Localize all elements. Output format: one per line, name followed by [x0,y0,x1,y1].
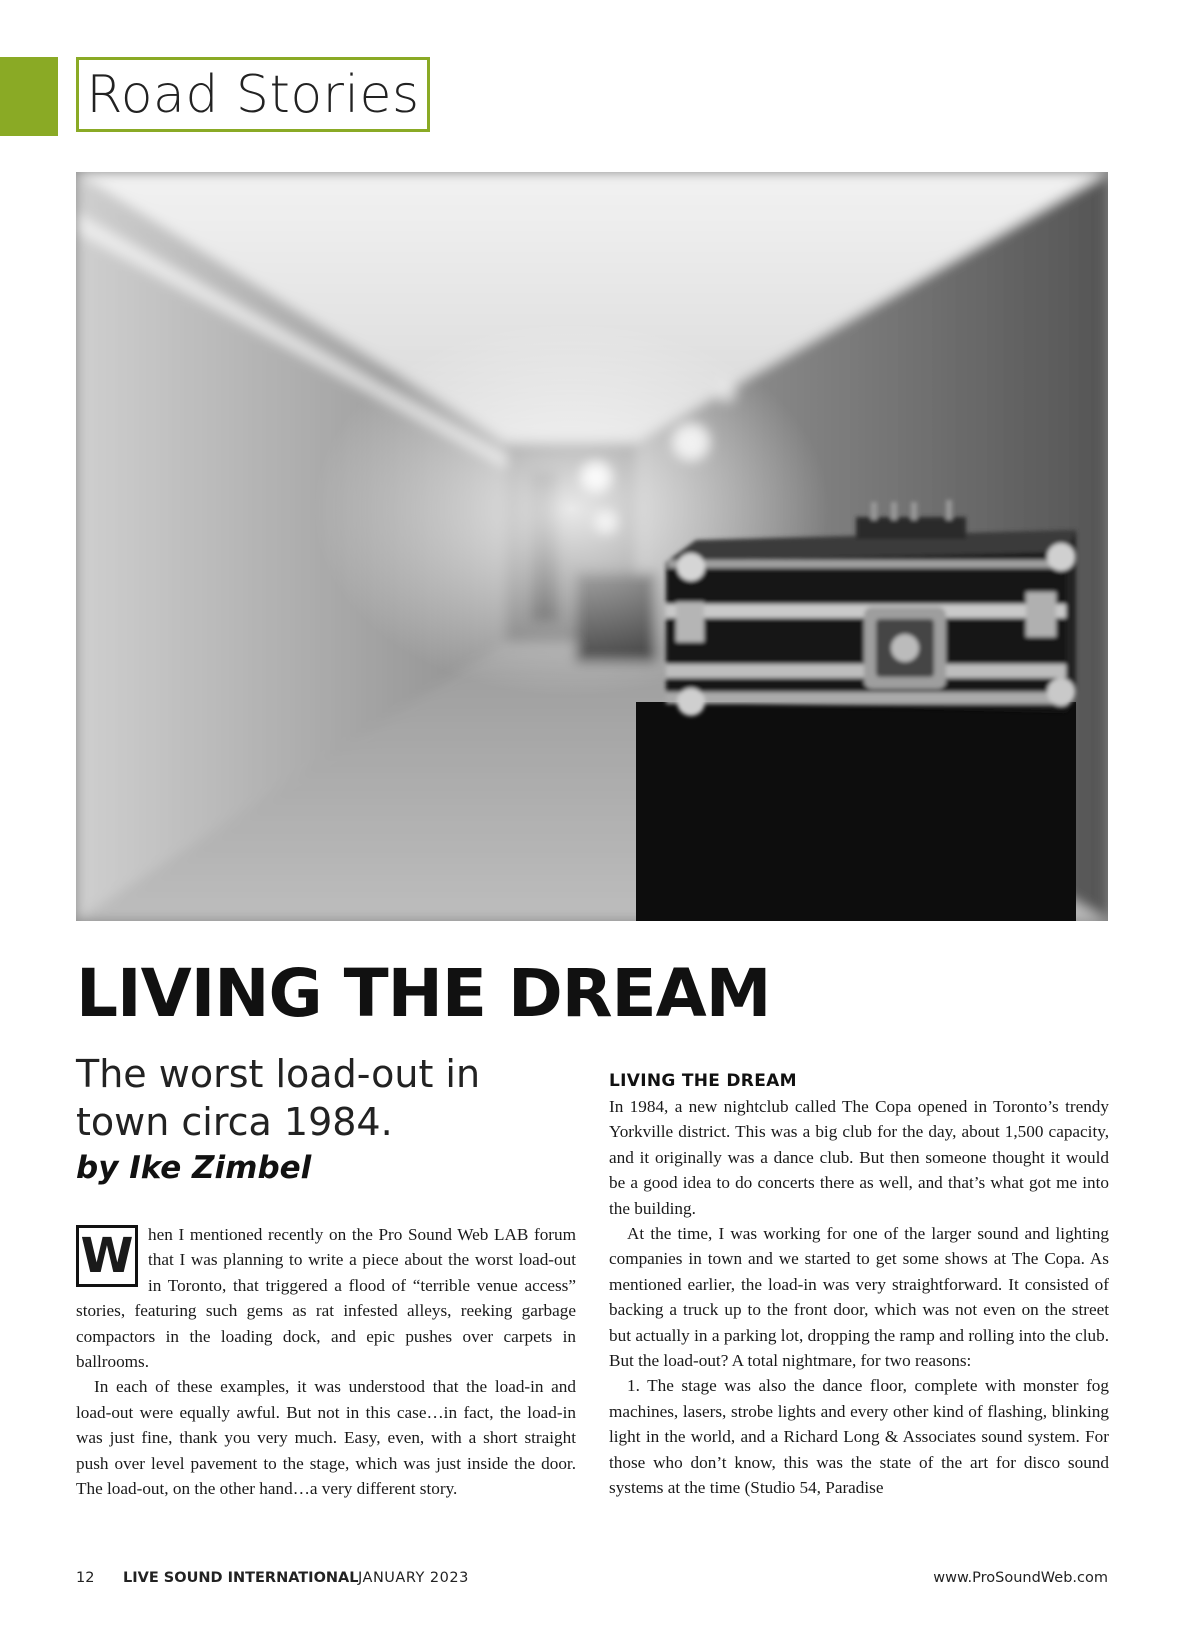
article-byline: by Ike Zimbel [76,1150,312,1186]
paragraph-1 [76,1222,576,1374]
paragraph-3: In 1984, a new nightclub called The Copa opened in Toronto’s trendy Yorkville district. This was a big club for the day, about 1,500 capacity, and it originally was a dance club. But then someone thought it would be a good idea to do concerts there as well, and that’s what got me into the building. [609,1097,1109,1218]
article-photo [76,172,1108,921]
hallway-road-case-photo-icon [76,172,1108,921]
paragraph-4: At the time, I was working for one of the larger sound and lighting companies in town and we started to get some shows at The Copa. As mentioned earlier, the load-in was very straightforward. It consisted of backing a truck up to the front door, which was not even on the street but actually in a parking lot, dropping the ramp and rolling into the club. But the load-out? A total nightmare, for two reasons: [609,1224,1109,1371]
paragraph-1-text: hen I mentioned recently on the Pro Sound Web LAB forum that I was planning to write a piece about the worst load-out in Toronto, that triggered a flood of “terrible venue access” stories, featuring such gems as rat infested alleys, reeking garbage compactors in the loading dock, and epic pushes over carpets in ballrooms. [76,1225,576,1372]
issue-date: JANUARY 2023 [358,1570,469,1586]
page-footer [76,1570,1108,1592]
article-deck: The worst load-out in town circa 1984. [76,1052,481,1144]
section-header [76,57,430,132]
section-accent-tab [0,57,58,136]
section-label: Road Stories [86,64,420,125]
article-column-left [76,1222,576,1501]
column-subhead: LIVING THE DREAM [609,1071,797,1091]
website-link[interactable]: www.ProSoundWeb.com [933,1570,1108,1586]
magazine-name: LIVE SOUND INTERNATIONAL [123,1570,359,1586]
paragraph-2: In each of these examples, it was understood that the load-in and load-out were equally awful. But not in this case…in fact, the load-in was just fine, thank you very much. Easy, even, with a short straight push over level pavement to the stage, which was just inside the door. The load-out, on the other hand…a very different story. [76,1377,576,1499]
article-headline: LIVING THE DREAM [76,955,771,1032]
article-column-right [609,1068,1109,1501]
paragraph-5: 1. The stage was also the dance floor, complete with monster fog machines, lasers, strobe lights and every other kind of flashing, blinking light in the world, and a Richard Long & Associates sound system. For those who don’t know, this was the state of the art for disco sound systems at the time (Studio 54, Paradise [609,1376,1109,1498]
page-number: 12 [76,1570,95,1586]
drop-cap: W [76,1225,138,1287]
